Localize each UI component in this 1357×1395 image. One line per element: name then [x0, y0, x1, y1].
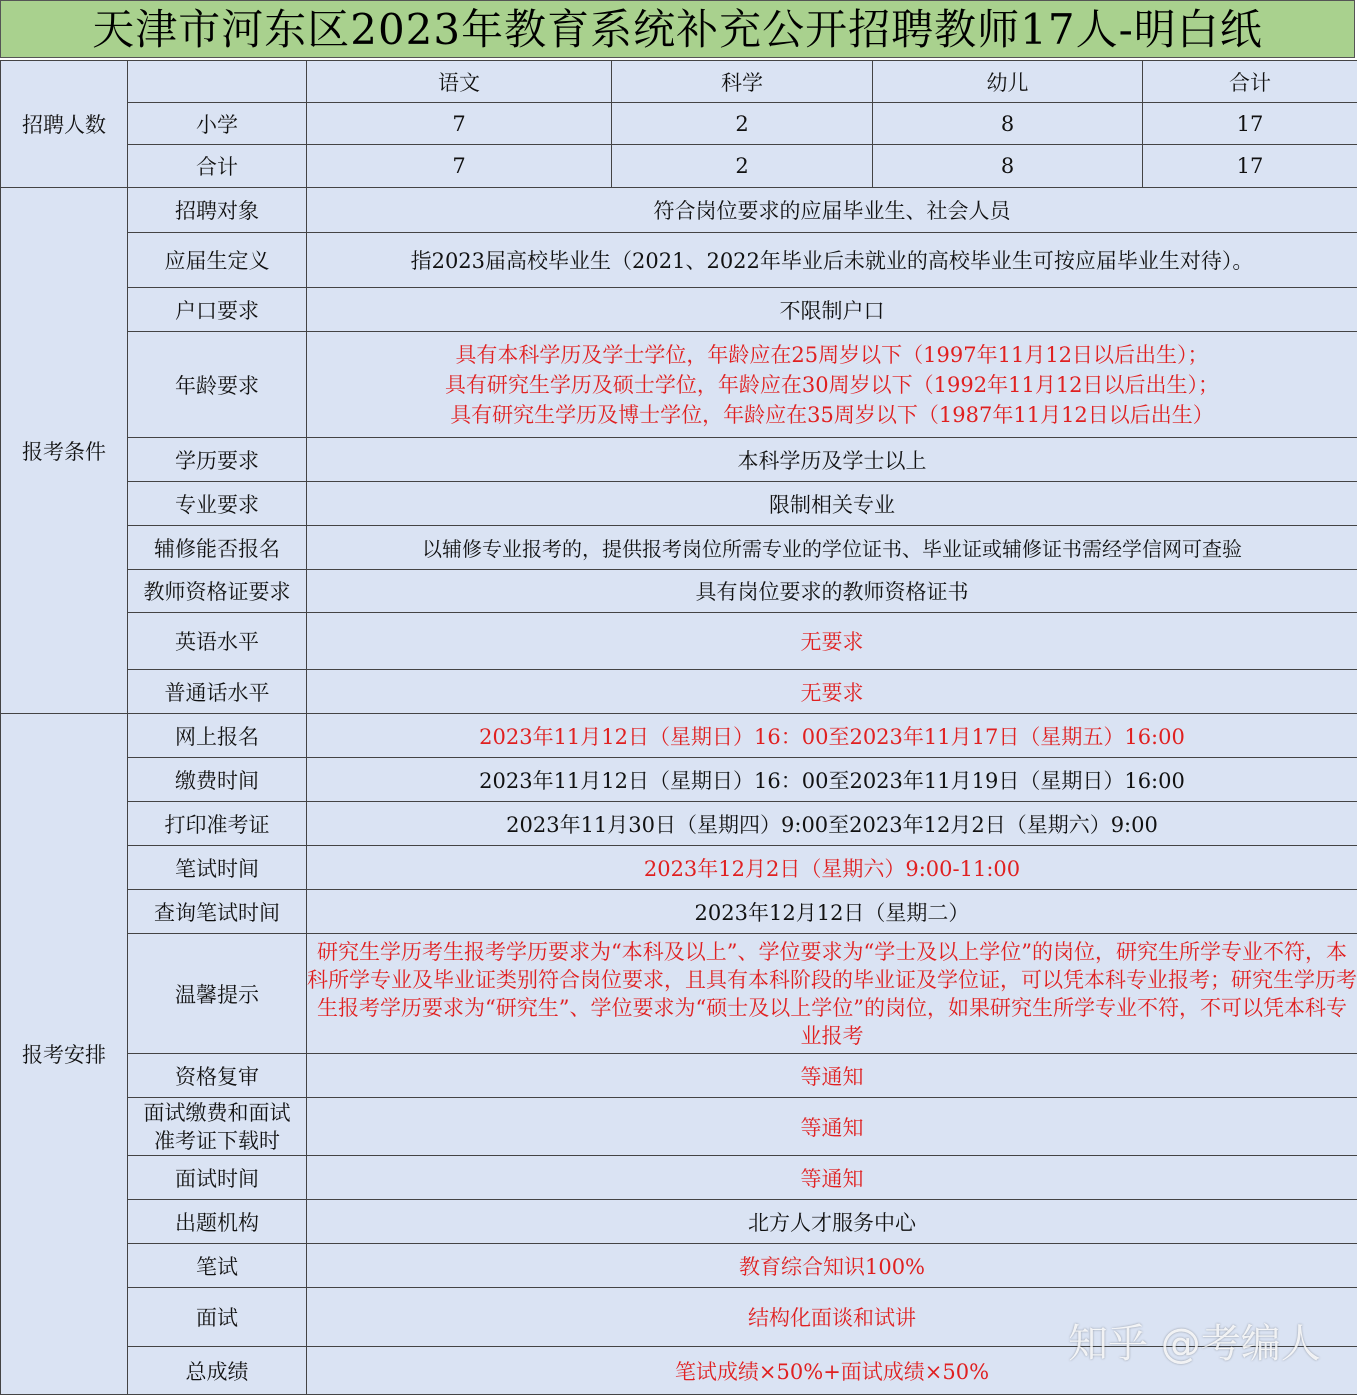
- group-label-schedule: 报考安排: [1, 714, 128, 1395]
- row-label: 笔试: [128, 1244, 307, 1288]
- count-cell: 7: [307, 103, 612, 145]
- row-value: 2023年11月12日（星期日）16：00至2023年11月19日（星期日）16:00: [307, 758, 1357, 802]
- row-label: 笔试时间: [128, 846, 307, 890]
- page-title: 天津市河东区2023年教育系统补充公开招聘教师17人-明白纸: [0, 0, 1355, 58]
- row-value: 具有岗位要求的教师资格证书: [307, 570, 1357, 613]
- corner-cell: [128, 61, 307, 103]
- count-cell: 2: [612, 145, 873, 188]
- recruitment-table: [0, 60, 1357, 1395]
- condition-row: [1, 332, 1357, 438]
- condition-row: [1, 526, 1357, 570]
- row-value: 北方人才服务中心: [307, 1200, 1357, 1244]
- row-value: 无要求: [307, 613, 1357, 670]
- row-value: 等通知: [307, 1098, 1357, 1156]
- condition-row: [1, 188, 1357, 233]
- age-line: 具有本科学历及学士学位，年龄应在25周岁以下（1997年11月12日以后出生）；: [455, 342, 1209, 367]
- row-value: 结构化面谈和试讲: [307, 1288, 1357, 1347]
- count-cell: 17: [1143, 145, 1357, 188]
- recruit-row: [1, 103, 1357, 145]
- row-label: 合计: [128, 145, 307, 188]
- row-label: 学历要求: [128, 438, 307, 482]
- row-label: 英语水平: [128, 613, 307, 670]
- count-cell: 7: [307, 145, 612, 188]
- row-value: 等通知: [307, 1156, 1357, 1200]
- count-cell: 8: [873, 103, 1143, 145]
- age-line: 具有研究生学历及硕士学位，年龄应在30周岁以下（1992年11月12日以后出生）；: [444, 372, 1220, 397]
- row-label: 应届生定义: [128, 233, 307, 288]
- schedule-row: [1, 1098, 1357, 1156]
- schedule-row: [1, 1244, 1357, 1288]
- row-label: 面试: [128, 1288, 307, 1347]
- condition-row: [1, 288, 1357, 332]
- recruit-row: [1, 145, 1357, 188]
- row-value: 2023年12月2日（星期六）9:00-11:00: [307, 846, 1357, 890]
- schedule-row: [1, 714, 1357, 758]
- condition-row: [1, 482, 1357, 526]
- row-label: 温馨提示: [128, 934, 307, 1054]
- row-label: 小学: [128, 103, 307, 145]
- row-value: 2023年11月30日（星期四）9:00至2023年12月2日（星期六）9:00: [307, 802, 1357, 846]
- row-value: 指2023届高校毕业生（2021、2022年毕业后未就业的高校毕业生可按应届毕业生对待）。: [307, 233, 1357, 288]
- schedule-row: [1, 802, 1357, 846]
- condition-row: [1, 613, 1357, 670]
- row-label: 辅修能否报名: [128, 526, 307, 570]
- row-label: 出题机构: [128, 1200, 307, 1244]
- row-label: 缴费时间: [128, 758, 307, 802]
- col-header: 语文: [307, 61, 612, 103]
- schedule-row: [1, 934, 1357, 1054]
- row-value: 2023年12月12日（星期二）: [307, 890, 1357, 934]
- row-label: 查询笔试时间: [128, 890, 307, 934]
- row-value: 无要求: [307, 670, 1357, 714]
- row-label: 户口要求: [128, 288, 307, 332]
- row-label: 总成绩: [128, 1347, 307, 1395]
- schedule-row: [1, 1200, 1357, 1244]
- group-label-recruit: 招聘人数: [1, 61, 128, 188]
- recruit-header-row: [1, 61, 1357, 103]
- row-value: 笔试成绩×50%+面试成绩×50%: [307, 1347, 1357, 1395]
- age-line: 具有研究生学历及博士学位，年龄应在35周岁以下（1987年11月12日以后出生）: [450, 402, 1214, 427]
- group-label-conditions: 报考条件: [1, 188, 128, 714]
- age-requirement: [307, 332, 1357, 438]
- condition-row: [1, 233, 1357, 288]
- row-label: 教师资格证要求: [128, 570, 307, 613]
- schedule-row: [1, 1054, 1357, 1098]
- row-label: 面试时间: [128, 1156, 307, 1200]
- row-label: 普通话水平: [128, 670, 307, 714]
- row-value: 2023年11月12日（星期日）16：00至2023年11月17日（星期五）16:00: [307, 714, 1357, 758]
- count-cell: 17: [1143, 103, 1357, 145]
- schedule-row: [1, 758, 1357, 802]
- watermark: 知乎 @考编人: [1068, 1321, 1321, 1367]
- row-value: 等通知: [307, 1054, 1357, 1098]
- tip-text: 研究生学历考生报考学历要求为“本科及以上”、学位要求为“学士及以上学位”的岗位，研究生所学专业不符，本科所学专业及毕业证类别符合岗位要求，且具有本科阶段的毕业证及学位证，可以凭本科专业报考；研究生学历考生报考学历要求为“研究生”、学位要求为“硕士及以上学位”的岗位，如果研究生所学专业不符，不可以凭本科专业报考: [307, 934, 1357, 1054]
- condition-row: [1, 670, 1357, 714]
- row-label: 资格复审: [128, 1054, 307, 1098]
- schedule-row: [1, 1156, 1357, 1200]
- schedule-row: [1, 890, 1357, 934]
- count-cell: 2: [612, 103, 873, 145]
- row-label: 专业要求: [128, 482, 307, 526]
- row-value: 以辅修专业报考的，提供报考岗位所需专业的学位证书、毕业证或辅修证书需经学信网可查验: [307, 526, 1357, 570]
- condition-row: [1, 438, 1357, 482]
- row-label: 打印准考证: [128, 802, 307, 846]
- col-header: 幼儿: [873, 61, 1143, 103]
- schedule-row: [1, 846, 1357, 890]
- row-label: 面试缴费和面试准考证下载时: [128, 1098, 307, 1156]
- col-header: 科学: [612, 61, 873, 103]
- row-value: 不限制户口: [307, 288, 1357, 332]
- condition-row: [1, 570, 1357, 613]
- row-label: 网上报名: [128, 714, 307, 758]
- row-value: 本科学历及学士以上: [307, 438, 1357, 482]
- row-value: 限制相关专业: [307, 482, 1357, 526]
- row-label: 招聘对象: [128, 188, 307, 233]
- count-cell: 8: [873, 145, 1143, 188]
- row-value: 符合岗位要求的应届毕业生、社会人员: [307, 188, 1357, 233]
- row-value: 教育综合知识100%: [307, 1244, 1357, 1288]
- col-header: 合计: [1143, 61, 1357, 103]
- row-label: 年龄要求: [128, 332, 307, 438]
